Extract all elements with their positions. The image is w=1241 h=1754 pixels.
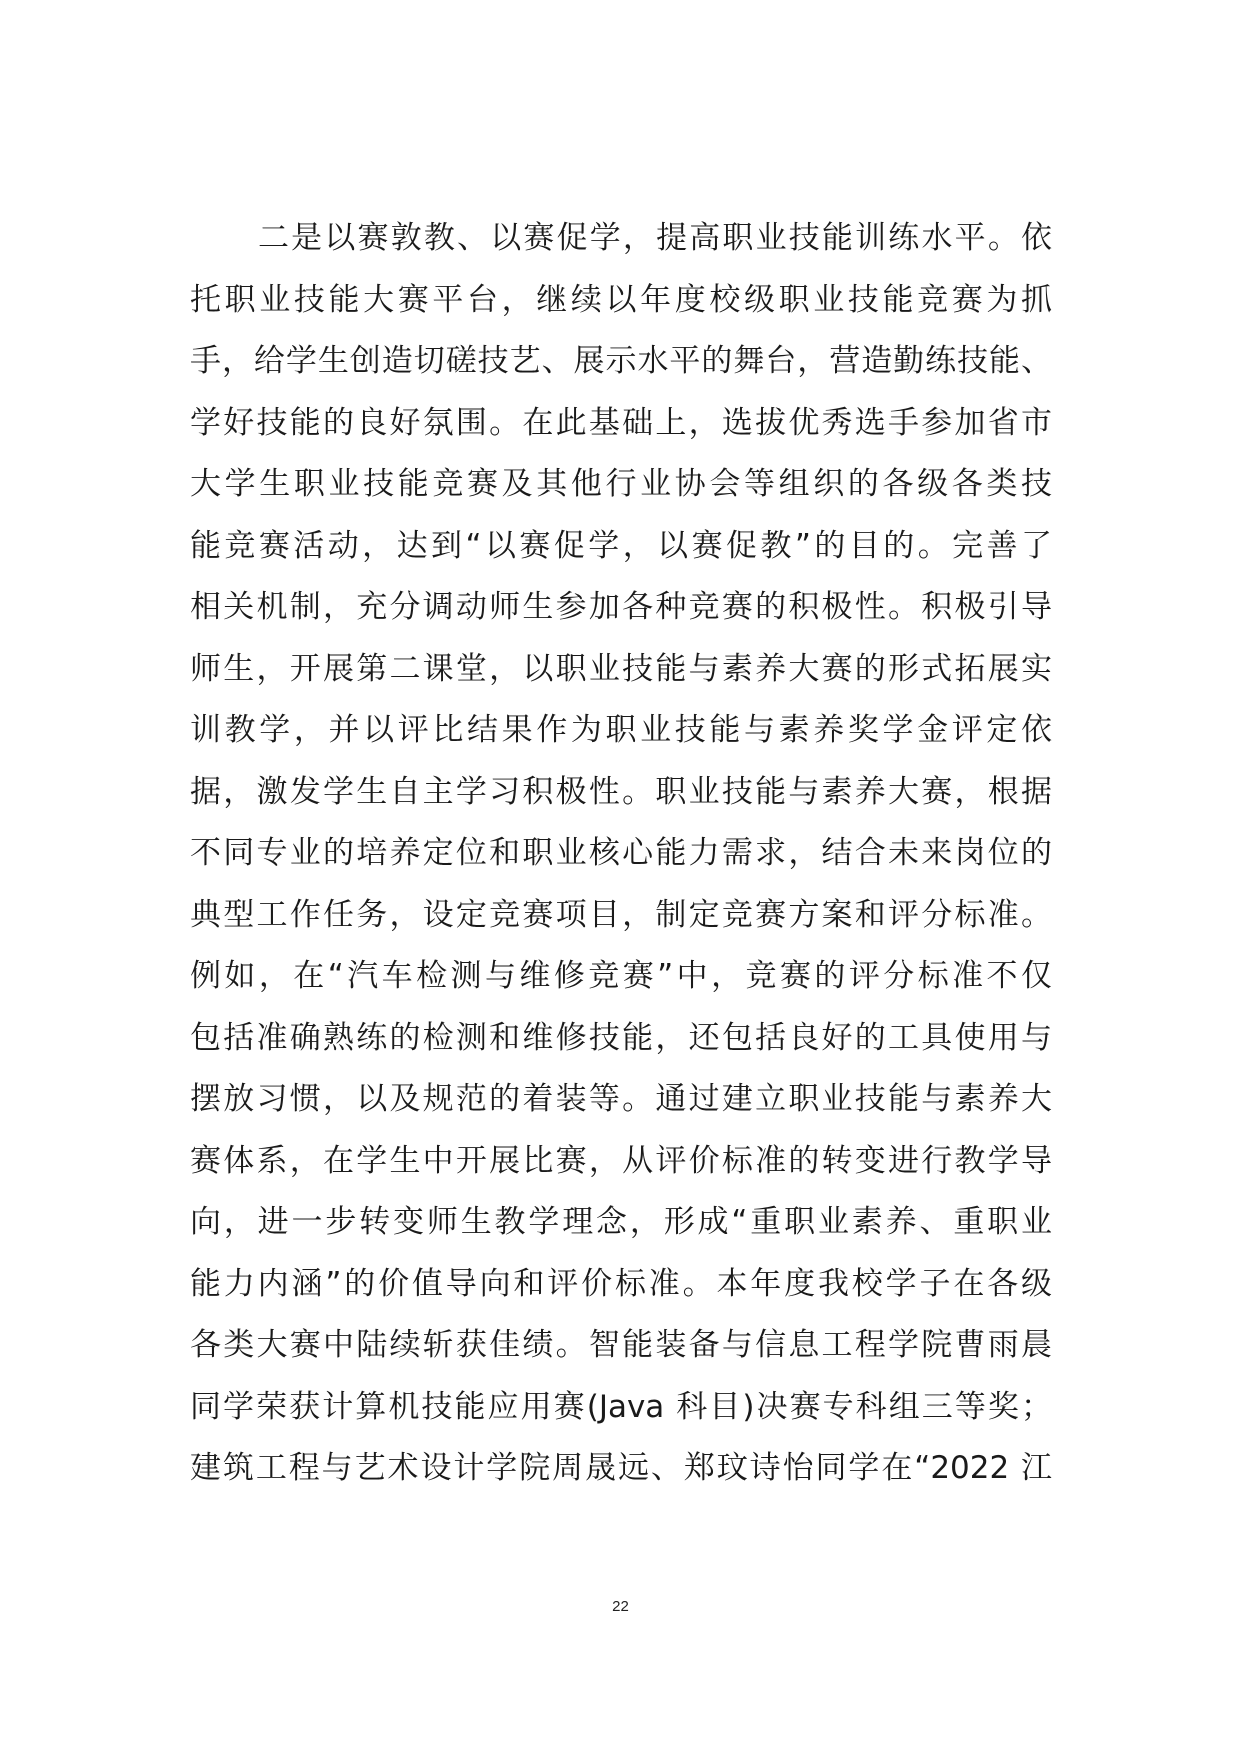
paragraph-line: 不同专业的培养定位和职业核心能力需求，结合未来岗位的 bbox=[190, 835, 1052, 871]
paragraph-line: 能力内涵”的价值导向和评价标准。本年度我校学子在各级 bbox=[190, 1265, 1052, 1302]
paragraph-line: 同学荣获计算机技能应用赛(Java 科目)决赛专科组三等奖； bbox=[190, 1388, 1052, 1425]
paragraph-line: 摆放习惯，以及规范的着装等。通过建立职业技能与素养大 bbox=[190, 1081, 1052, 1117]
paragraph-line: 建筑工程与艺术设计学院周晟远、郑玟诗怡同学在“2022 江 bbox=[190, 1450, 1052, 1486]
paragraph-line: 托职业技能大赛平台，继续以年度校级职业技能竞赛为抓 bbox=[190, 281, 1052, 318]
paragraph-line: 包括准确熟练的检测和维修技能，还包括良好的工具使用与 bbox=[190, 1019, 1052, 1056]
paragraph-line: 手，给学生创造切磋技艺、展示水平的舞台，营造勤练技能、 bbox=[190, 343, 1052, 379]
paragraph-line: 学好技能的良好氛围。在此基础上，选拔优秀选手参加省市 bbox=[190, 404, 1052, 441]
paragraph-line: 能竞赛活动，达到“以赛促学，以赛促教”的目的。完善了 bbox=[190, 527, 1052, 564]
paragraph-line: 典型工作任务，设定竞赛项目，制定竞赛方案和评分标准。 bbox=[190, 896, 1052, 933]
paragraph-line: 大学生职业技能竞赛及其他行业协会等组织的各级各类技 bbox=[190, 466, 1052, 502]
body-paragraph bbox=[190, 208, 1052, 1500]
page-number: 22 bbox=[612, 1598, 629, 1615]
paragraph-line: 赛体系，在学生中开展比赛，从评价标准的转变进行教学导 bbox=[190, 1142, 1052, 1179]
paragraph-line: 例如，在“汽车检测与维修竞赛”中，竞赛的评分标准不仅 bbox=[190, 958, 1052, 994]
paragraph-line: 向，进一步转变师生教学理念，形成“重职业素养、重职业 bbox=[190, 1204, 1052, 1240]
paragraph-line: 师生，开展第二课堂，以职业技能与素养大赛的形式拓展实 bbox=[190, 650, 1052, 687]
paragraph-line: 二是以赛敦教、以赛促学，提高职业技能训练水平。依 bbox=[258, 220, 1052, 256]
paragraph-line: 相关机制，充分调动师生参加各种竞赛的积极性。积极引导 bbox=[190, 589, 1052, 625]
paragraph-line: 训教学，并以评比结果作为职业技能与素养奖学金评定依 bbox=[190, 712, 1052, 748]
paragraph-line: 据，激发学生自主学习积极性。职业技能与素养大赛，根据 bbox=[190, 773, 1052, 810]
paragraph-line: 各类大赛中陆续斩获佳绩。智能装备与信息工程学院曹雨晨 bbox=[190, 1327, 1052, 1363]
